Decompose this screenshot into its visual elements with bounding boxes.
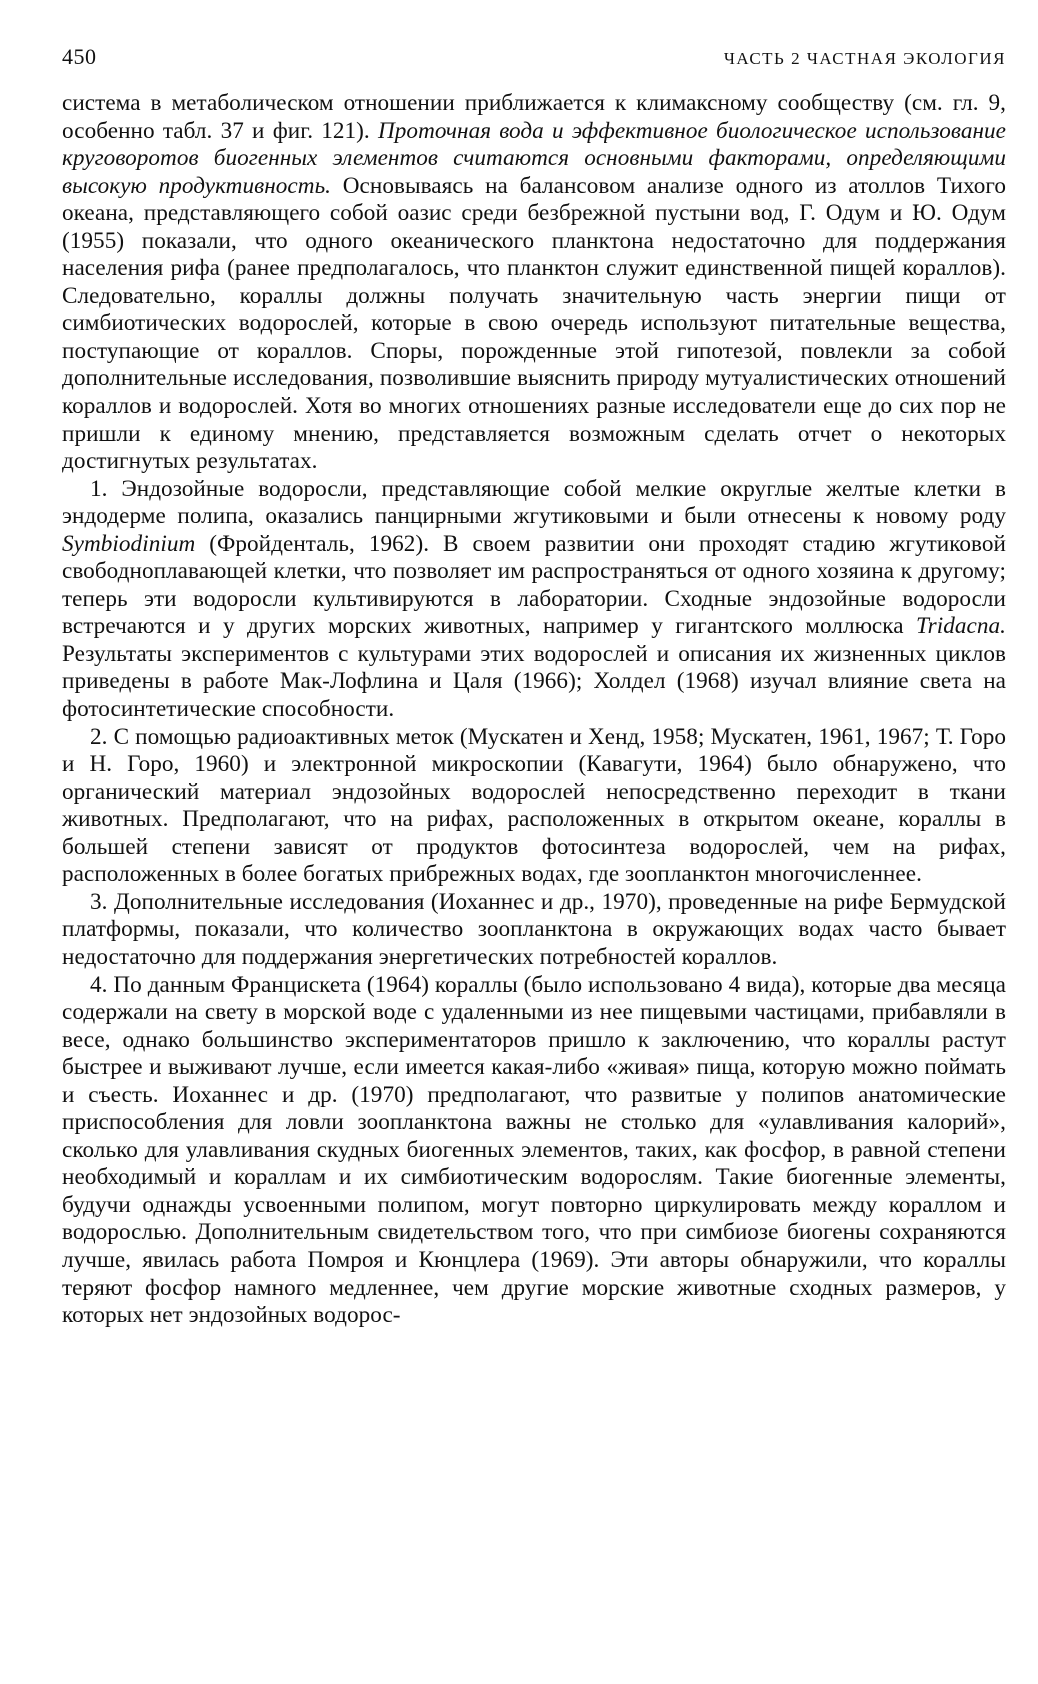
paragraph-text: 1. Эндозойные водоросли, представляющие собой мелкие округлые желтые клетки в эндодерме полипа, оказались панцирными жгутиковыми и были отнесены к новому роду xyxy=(62,475,1006,530)
emphasis-text: Проточная вода и эффективное биологическое использование круговоротов биогенных элементов считаются основными факторами, определяющими высокую продуктивность. xyxy=(62,117,1007,199)
genus-name: Symbiodinium xyxy=(62,530,196,557)
running-head: ЧАСТЬ 2 ЧАСТНАЯ ЭКОЛОГИЯ xyxy=(723,49,1006,68)
paragraph-4: 4. По данным Францискета (1964) кораллы (было использовано 4 вида), которые два месяца содержали на свету в морской воде с удаленными из нее пищевыми частицами, прибавляли в весе, однако большинство экспериментаторов пришло к заключению, что кораллы растут быстрее и выживают лучше, если имеется какая-либо «живая» пища, которую можно поймать и съесть. Иоханнес и др. (1970) предполагают, что развитые у полипов анатомические приспособления для ловли зоопланктона важны не столько для «улавливания калорий», сколько для улавливания скудных биогенных элементов, таких, как фосфор, в равной степени необходимый и кораллам и их симбиотическим водорослям. Такие биогенные элементы, будучи однажды усвоенными полипом, могут повторно циркулировать между кораллом и водорослью. Дополнительным свидетельством того, что при симбиозе биогены сохраняются лучше, явилась работа Помроя и Кюнцлера (1969). Эти авторы обнаружили, что кораллы теряют фосфор намного медленнее, чем другие морские животные сходных размеров, у которых нет эндозойных водорос- xyxy=(62,971,1006,1329)
page-number: 450 xyxy=(62,44,97,69)
paragraph-text: система в метаболическом отношении приближается к климаксному сообществу (см. гл. 9, особенно табл. 37 и фиг. 121). xyxy=(62,90,1006,144)
paragraph-3: 3. Дополнительные исследования (Иоханнес и др., 1970), проведенные на рифе Бермудской платформы, показали, что количество зоопланктона в окружающих водах часто бывает недостаточно для поддержания энергетических потребностей кораллов. xyxy=(62,888,1006,970)
paragraph-text: (Фройденталь, 1962). В своем развитии они проходят стадию жгутиковой свободноплавающей клетки, что позволяет им распространяться от одного хозяина к другому; теперь эти водоросли культивируются в лаборатории. Сходные эндозойные водоросли встречаются и у других морских животных, например у гигантского моллюска xyxy=(62,530,1006,640)
body-text xyxy=(62,90,1006,1330)
paragraph-2: 2. С помощью радиоактивных меток (Мускатен и Хенд, 1958; Мускатен, 1961, 1967; Т. Горо и Н. Горо, 1960) и электронной микроскопии (Кавагути, 1964) было обнаружено, что органический материал эндозойных водорослей непосредственно переходит в ткани животных. Предполагают, что на рифах, расположенных в открытом океане, кораллы в большей степени зависят от продуктов фотосинтеза водорослей, чем на рифах, расположенных в более богатых прибрежных водах, где зоопланктон многочисленнее. xyxy=(62,723,1006,888)
paragraph-continuation xyxy=(62,90,1006,476)
book-page xyxy=(62,44,1006,1330)
page-header xyxy=(62,44,1006,90)
paragraph-1 xyxy=(62,476,1006,724)
genus-name: Tridacna. xyxy=(916,613,1006,640)
paragraph-text: Результаты экспериментов с культурами этих водорослей и описания их жизненных циклов приведены в работе Мак-Лофлина и Цаля (1966); Холдел (1968) изучал влияние света на фотосинтетические способности. xyxy=(62,640,1006,723)
paragraph-text: Основываясь на балансовом анализе одного из атоллов Тихого океана, представляющего собой оазис среди безбрежной пустыни вод, Г. Одум и Ю. Одум (1955) показали, что одного океанического планктона недостаточно для поддержания населения рифа (ранее предполагалось, что планктон служит единственной пищей кораллов). Следовательно, кораллы должны получать значительную часть энергии пищи от симбиотических водорослей, которые в свою очередь используют питательные вещества, поступающие от кораллов. Споры, порожденные этой гипотезой, повлекли за собой дополнительные исследования, позволившие выяснить природу мутуалистических отношений кораллов и водорослей. Хотя во многих отношениях разные исследователи еще до сих пор не пришли к единому мнению, представляется возможным сделать отчет о некоторых достигнутых результатах. xyxy=(62,172,1006,475)
